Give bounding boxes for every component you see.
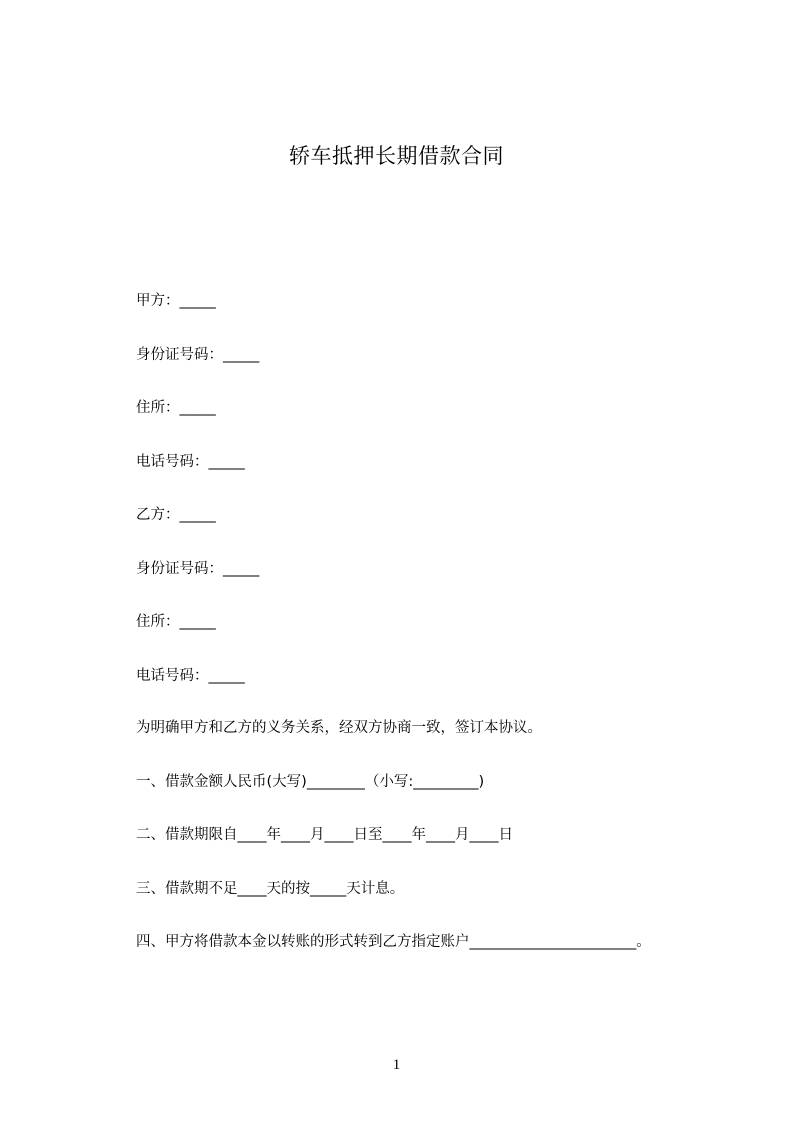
party-b-address: 住所：_____ — [136, 614, 216, 630]
agreement-intro: 为明确甲方和乙方的义务关系，经双方协商一致，签订本协议。 — [136, 720, 542, 736]
party-a-id-number: 身份证号码：_____ — [136, 347, 260, 363]
clause-1-loan-amount: 一、借款金额人民币(大写)________（小写:_________) — [136, 774, 485, 790]
page-number: 1 — [392, 1057, 401, 1073]
clause-2-loan-term: 二、借款期限自____年____月____日至____年____月____日 — [136, 827, 513, 843]
party-b-id-number: 身份证号码：_____ — [136, 561, 260, 577]
party-a-name: 甲方：_____ — [136, 293, 216, 309]
clause-3-interest-days: 三、借款期不足____天的按_____天计息。 — [136, 881, 405, 897]
document-title: 轿车抵押长期借款合同 — [289, 144, 504, 168]
party-a-phone: 电话号码：_____ — [136, 454, 245, 470]
party-a-address: 住所：_____ — [136, 400, 216, 416]
clause-4-transfer: 四、甲方将借款本金以转账的形式转到乙方指定账户_______________________。 — [136, 934, 651, 950]
party-b-phone: 电话号码：_____ — [136, 668, 245, 684]
party-b-name: 乙方：_____ — [136, 507, 216, 523]
